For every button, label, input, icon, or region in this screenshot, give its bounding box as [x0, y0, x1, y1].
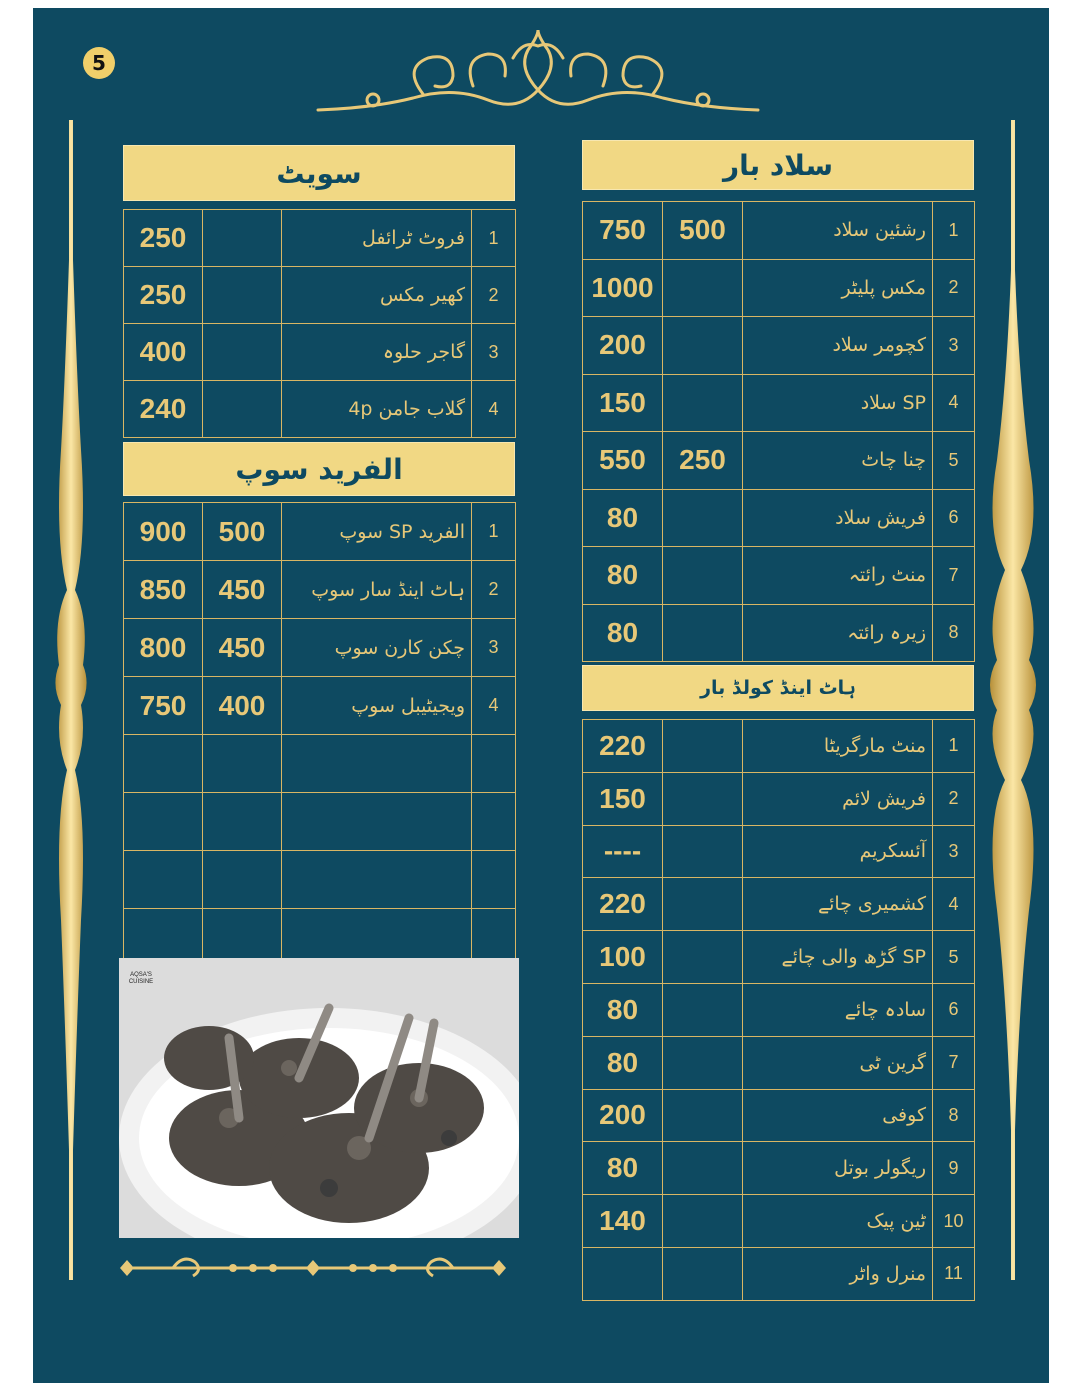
item-name: کچومر سلاد — [743, 317, 933, 375]
item-full-price: 80 — [583, 604, 663, 662]
item-full-price: 100 — [583, 931, 663, 984]
item-full-price: 400 — [124, 324, 203, 381]
item-half-price — [203, 735, 282, 793]
item-half-price — [663, 259, 743, 317]
soup-row — [124, 503, 516, 561]
item-half-price — [663, 720, 743, 773]
item-half-price: 250 — [663, 432, 743, 490]
item-half-price — [663, 547, 743, 605]
item-name: آئسکریم — [743, 825, 933, 878]
item-number: 4 — [933, 878, 975, 931]
item-number: 1 — [933, 720, 975, 773]
item-full-price: 250 — [124, 210, 203, 267]
hot-cold-bar-row — [583, 1089, 975, 1142]
hot-cold-bar-row — [583, 1195, 975, 1248]
item-name: گرین ٹی — [743, 1036, 933, 1089]
bottom-ornament-icon — [113, 1250, 513, 1286]
item-full-price: 220 — [583, 878, 663, 931]
sweet-heading: سویٹ — [123, 145, 515, 201]
hot-cold-bar-row — [583, 772, 975, 825]
alfareed-soup-heading: الفرید سوپ — [123, 442, 515, 496]
item-half-price — [203, 210, 282, 267]
item-name: SP گڑھ والی چائے — [743, 931, 933, 984]
item-name: منرل واٹر — [743, 1247, 933, 1300]
item-full-price — [583, 1247, 663, 1300]
item-number: 1 — [472, 210, 516, 267]
item-full-price: 1000 — [583, 259, 663, 317]
item-name: فریش سلاد — [743, 489, 933, 547]
hot-cold-bar-table — [582, 719, 975, 1301]
item-number: 2 — [933, 772, 975, 825]
item-name: ہاٹ اینڈ سار سوپ — [282, 561, 472, 619]
item-half-price: 450 — [203, 619, 282, 677]
hot-cold-bar-row — [583, 720, 975, 773]
item-half-price — [663, 878, 743, 931]
hot-cold-bar-row — [583, 1142, 975, 1195]
item-full-price: 250 — [124, 267, 203, 324]
item-name: ریگولر بوتل — [743, 1142, 933, 1195]
item-number: 4 — [472, 677, 516, 735]
item-number: 2 — [933, 259, 975, 317]
hot-cold-bar-heading: ہاٹ اینڈ کولڈ بار — [582, 665, 974, 711]
item-half-price: 500 — [663, 202, 743, 260]
item-name: کھیر مکس — [282, 267, 472, 324]
salad-bar-row — [583, 374, 975, 432]
item-half-price — [663, 1089, 743, 1142]
item-half-price — [663, 1036, 743, 1089]
item-name: گلاب جامن 4p — [282, 381, 472, 438]
item-half-price — [663, 1195, 743, 1248]
item-name: SP سلاد — [743, 374, 933, 432]
salad-bar-row — [583, 547, 975, 605]
item-number: 5 — [933, 432, 975, 490]
food-photo — [119, 958, 519, 1238]
hot-cold-bar-row — [583, 931, 975, 984]
item-name: مکس پلیٹر — [743, 259, 933, 317]
item-full-price: 80 — [583, 1036, 663, 1089]
item-half-price — [663, 489, 743, 547]
item-number: 3 — [472, 324, 516, 381]
item-number: 9 — [933, 1142, 975, 1195]
item-half-price — [203, 381, 282, 438]
item-name: ٹین پیک — [743, 1195, 933, 1248]
item-number — [472, 793, 516, 851]
item-full-price: 900 — [124, 503, 203, 561]
sweet-row — [124, 381, 516, 438]
menu-page — [33, 8, 1049, 1383]
item-full-price: 80 — [583, 983, 663, 1036]
sweet-row — [124, 324, 516, 381]
item-full-price: 150 — [583, 772, 663, 825]
sweet-table — [123, 209, 516, 438]
salad-bar-row — [583, 259, 975, 317]
soup-row — [124, 851, 516, 909]
item-number: 7 — [933, 1036, 975, 1089]
item-half-price — [203, 324, 282, 381]
salad-bar-row — [583, 489, 975, 547]
salad-bar-row — [583, 432, 975, 490]
item-full-price: 200 — [583, 1089, 663, 1142]
photo-watermark: AQSA'S CUISINE — [128, 972, 154, 985]
item-name: ویجیٹیبل سوپ — [282, 677, 472, 735]
item-number: 5 — [933, 931, 975, 984]
item-number: 3 — [472, 619, 516, 677]
item-full-price: 550 — [583, 432, 663, 490]
soup-row — [124, 561, 516, 619]
item-number: 1 — [472, 503, 516, 561]
salad-bar-row — [583, 202, 975, 260]
item-name: منٹ مارگریٹا — [743, 720, 933, 773]
item-number: 7 — [933, 547, 975, 605]
item-name: کشمیری چائے — [743, 878, 933, 931]
item-half-price — [663, 931, 743, 984]
item-full-price: ---- — [583, 825, 663, 878]
soup-row — [124, 735, 516, 793]
item-name — [282, 851, 472, 909]
item-number: 4 — [472, 381, 516, 438]
item-number: 10 — [933, 1195, 975, 1248]
item-name: زیرہ رائتہ — [743, 604, 933, 662]
item-name: کوفی — [743, 1089, 933, 1142]
hot-cold-bar-row — [583, 1247, 975, 1300]
item-half-price — [663, 374, 743, 432]
item-number: 2 — [472, 561, 516, 619]
item-half-price — [203, 267, 282, 324]
item-half-price: 400 — [203, 677, 282, 735]
item-half-price — [663, 983, 743, 1036]
soup-row — [124, 619, 516, 677]
item-name: فروٹ ٹرائفل — [282, 210, 472, 267]
item-half-price — [663, 772, 743, 825]
item-half-price — [663, 825, 743, 878]
item-full-price: 240 — [124, 381, 203, 438]
sweet-row — [124, 267, 516, 324]
item-full-price: 140 — [583, 1195, 663, 1248]
item-half-price — [663, 1142, 743, 1195]
item-full-price: 220 — [583, 720, 663, 773]
item-number: 1 — [933, 202, 975, 260]
item-number: 2 — [472, 267, 516, 324]
item-full-price: 80 — [583, 489, 663, 547]
soup-row — [124, 677, 516, 735]
item-half-price — [203, 793, 282, 851]
item-name: رشئین سلاد — [743, 202, 933, 260]
item-name: فریش لائم — [743, 772, 933, 825]
item-full-price: 200 — [583, 317, 663, 375]
item-number: 3 — [933, 317, 975, 375]
item-name: گاجر حلوہ — [282, 324, 472, 381]
item-name: الفرید SP سوپ — [282, 503, 472, 561]
item-number — [472, 735, 516, 793]
item-name: منٹ رائتہ — [743, 547, 933, 605]
top-ornament-icon — [313, 28, 763, 116]
item-full-price — [124, 851, 203, 909]
item-half-price: 450 — [203, 561, 282, 619]
item-full-price: 750 — [124, 677, 203, 735]
hot-cold-bar-row — [583, 1036, 975, 1089]
item-name: چنا چاٹ — [743, 432, 933, 490]
salad-bar-heading: سلاد بار — [582, 140, 974, 190]
item-full-price: 800 — [124, 619, 203, 677]
soup-row — [124, 793, 516, 851]
item-number: 3 — [933, 825, 975, 878]
left-ornament-icon — [51, 120, 91, 1280]
lamb-chops-photo-icon — [119, 958, 519, 1238]
item-number: 8 — [933, 604, 975, 662]
right-ornament-icon — [983, 120, 1043, 1280]
hot-cold-bar-row — [583, 983, 975, 1036]
item-number: 6 — [933, 489, 975, 547]
item-name — [282, 735, 472, 793]
item-half-price — [663, 317, 743, 375]
item-full-price: 80 — [583, 1142, 663, 1195]
sweet-row — [124, 210, 516, 267]
item-full-price: 80 — [583, 547, 663, 605]
item-half-price — [663, 1247, 743, 1300]
alfareed-soup-table — [123, 502, 516, 967]
item-full-price — [124, 735, 203, 793]
item-full-price: 750 — [583, 202, 663, 260]
item-full-price: 850 — [124, 561, 203, 619]
item-number: 8 — [933, 1089, 975, 1142]
item-number — [472, 851, 516, 909]
item-full-price — [124, 793, 203, 851]
salad-bar-row — [583, 604, 975, 662]
hot-cold-bar-row — [583, 878, 975, 931]
item-number: 4 — [933, 374, 975, 432]
item-number: 11 — [933, 1247, 975, 1300]
item-half-price — [203, 851, 282, 909]
page-number-badge: 5 — [83, 47, 115, 79]
salad-bar-row — [583, 317, 975, 375]
item-name: چکن کارن سوپ — [282, 619, 472, 677]
item-half-price: 500 — [203, 503, 282, 561]
hot-cold-bar-row — [583, 825, 975, 878]
item-name — [282, 793, 472, 851]
salad-bar-table — [582, 201, 975, 662]
item-full-price: 150 — [583, 374, 663, 432]
item-name: سادہ چائے — [743, 983, 933, 1036]
item-number: 6 — [933, 983, 975, 1036]
item-half-price — [663, 604, 743, 662]
